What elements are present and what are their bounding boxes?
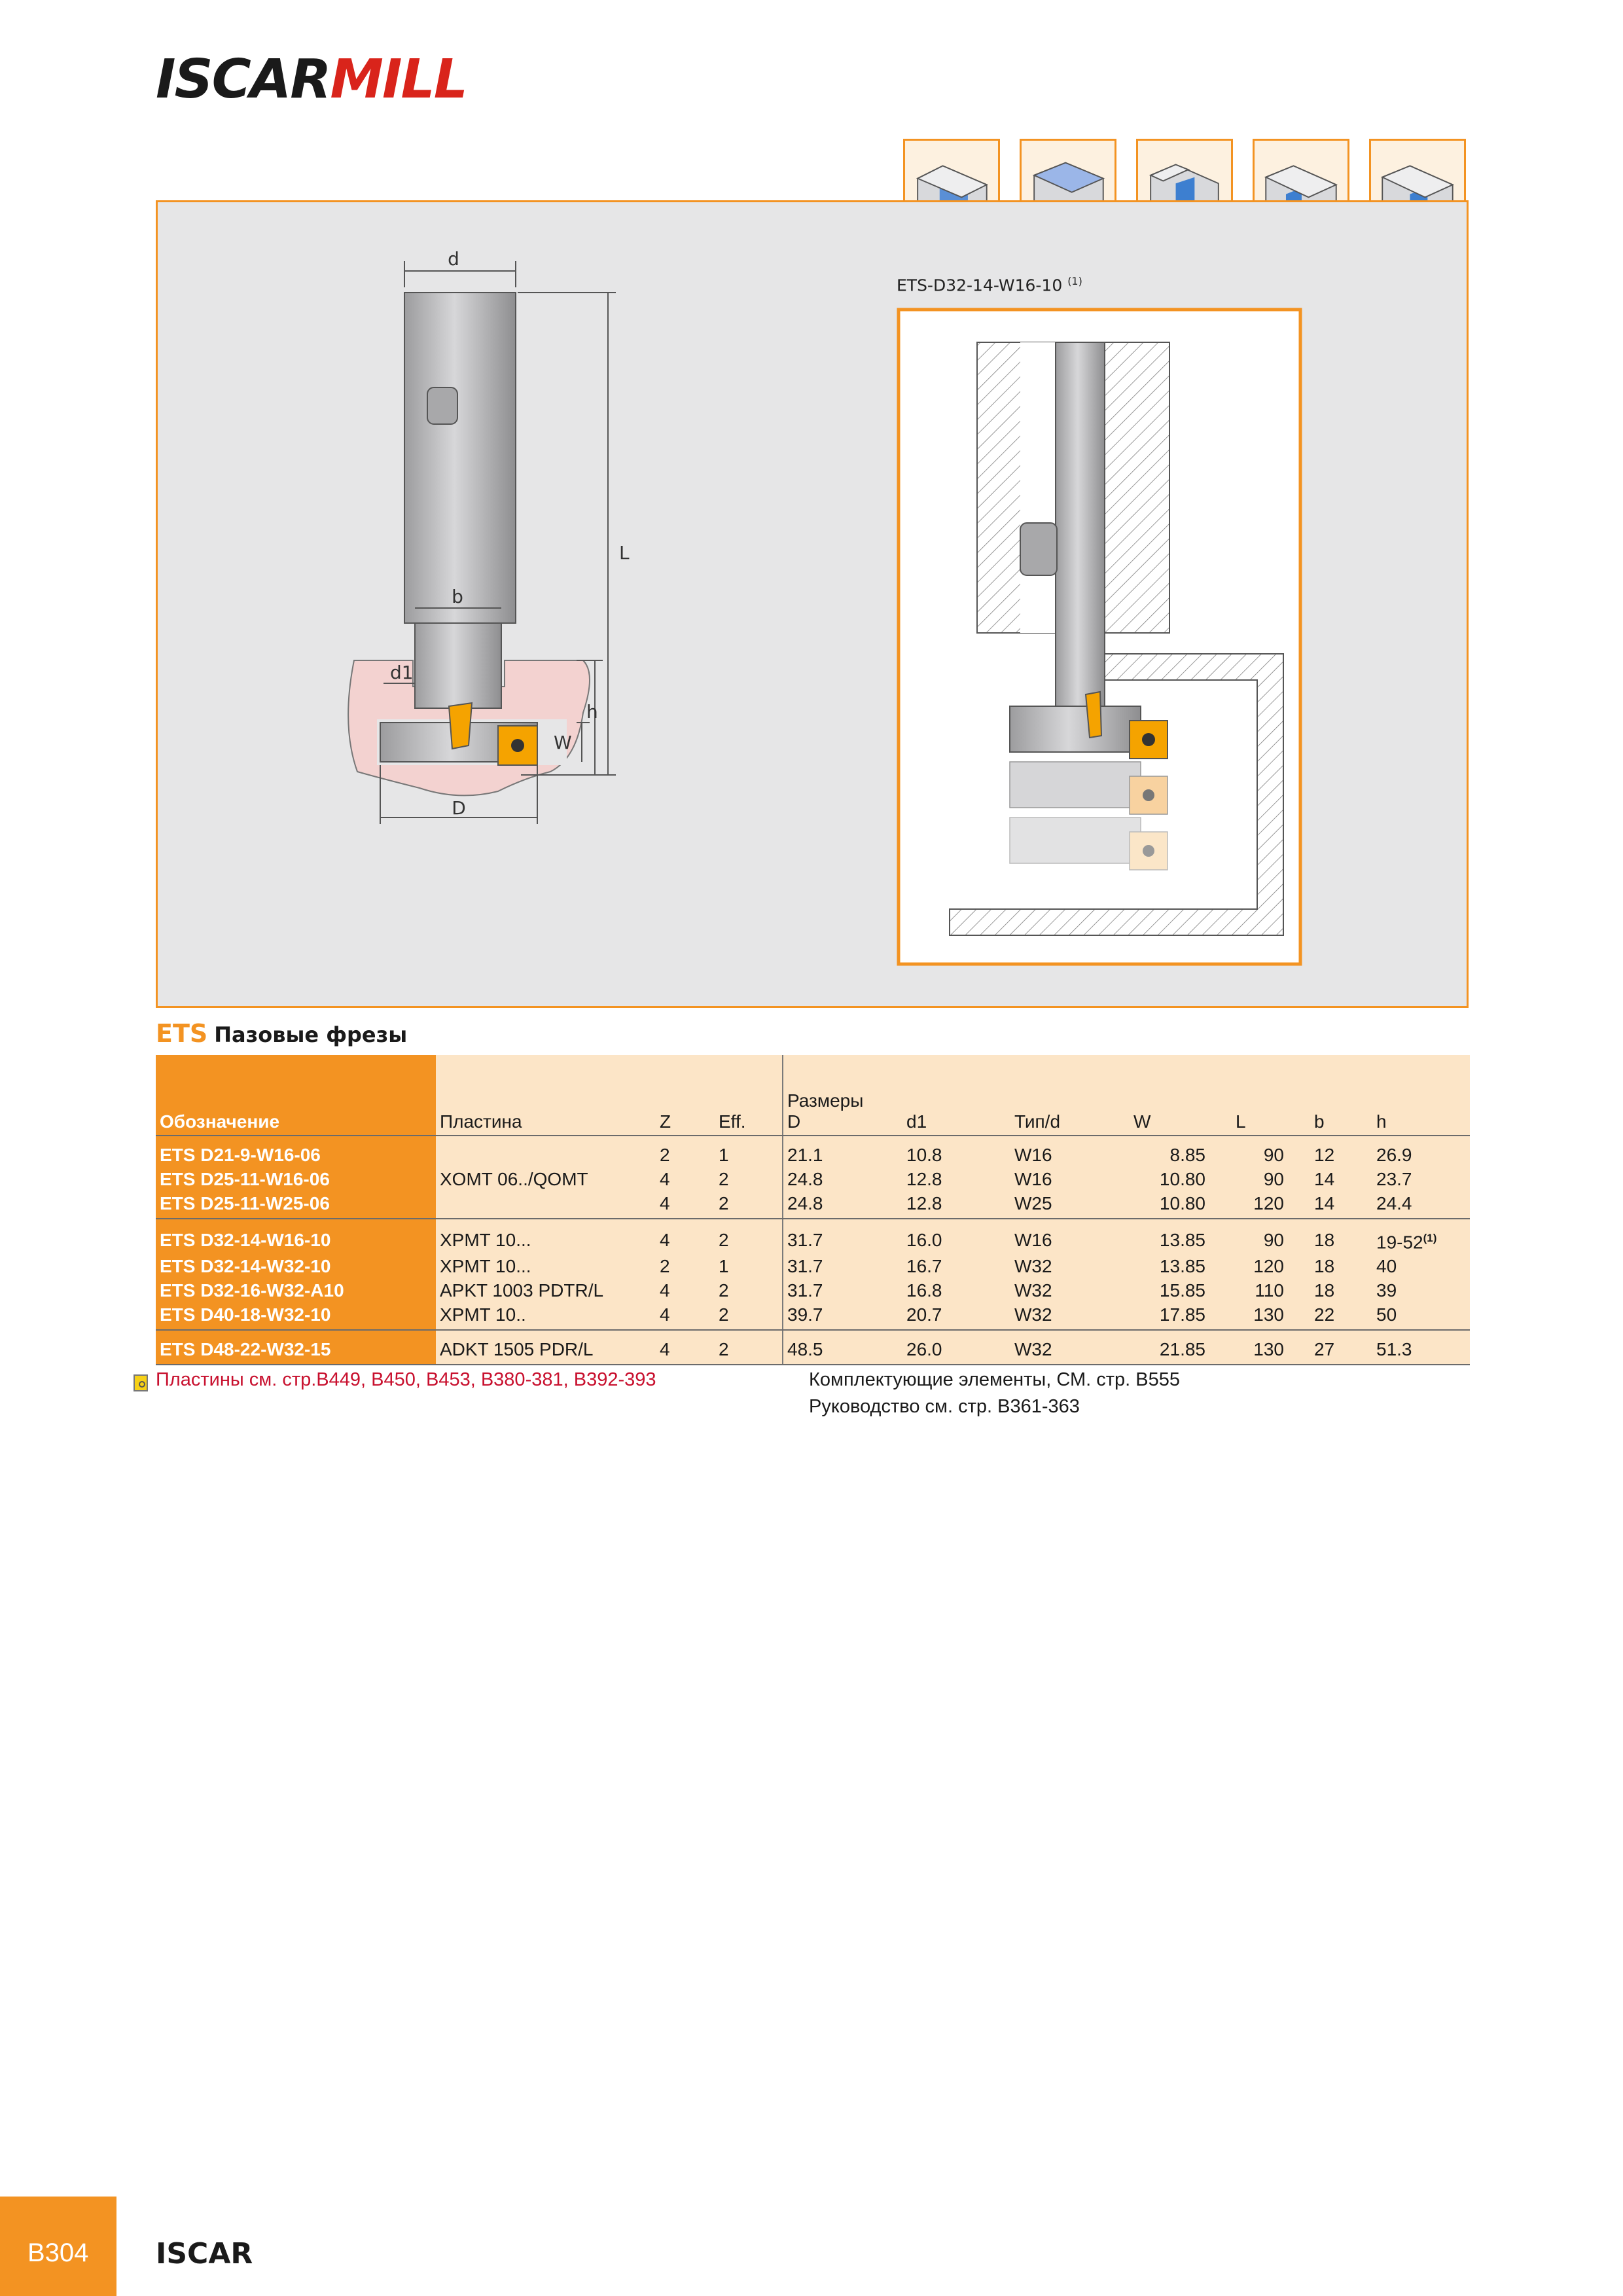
header-L: L xyxy=(1232,1055,1310,1136)
dim-label-d1: d1 xyxy=(390,662,414,683)
table-row: ETS D32-16-W32-A10 APKT 1003 PDTR/L 4 2 31.7 16.8 W32 15.85 110 18 39 xyxy=(156,1278,1470,1302)
header-eff: Eff. xyxy=(715,1055,783,1136)
dim-label-h: h xyxy=(586,701,598,723)
inserts-reference-link[interactable]: Пластины см. стр.B449, B450, B453, B380-381, B392-393 xyxy=(156,1369,656,1390)
section-code: ETS xyxy=(156,1019,208,1048)
product-table xyxy=(156,1055,1470,1365)
table-row: ETS D32-14-W32-10 XPMT 10... 2 1 31.7 16.7 W32 13.85 120 18 40 xyxy=(156,1254,1470,1278)
footnote-marker: (1) xyxy=(1423,1232,1437,1244)
table-row: ETS D48-22-W32-15 ADKT 1505 PDR/L 4 2 48.5 26.0 W32 21.85 130 27 51.3 xyxy=(156,1330,1470,1365)
diagram-panel xyxy=(156,200,1469,1008)
detail-caption: ETS-D32-14-W16-10 $^{(1)}$ xyxy=(897,275,1082,295)
dim-label-L: L xyxy=(619,542,630,564)
table-row: ETS D25-11-W25-06 4 2 24.8 12.8 W25 10.80 120 14 24.4 xyxy=(156,1191,1470,1219)
section-title xyxy=(156,1019,407,1048)
footer-brand: ISCAR xyxy=(156,2237,253,2270)
header-h: h xyxy=(1372,1055,1470,1136)
iscarmill-logo: ISCARMILL xyxy=(156,48,467,111)
cutter-dimension-drawing xyxy=(158,202,1467,1006)
header-b: b xyxy=(1310,1055,1372,1136)
header-insert: Пластина xyxy=(436,1055,656,1136)
dim-label-W: W xyxy=(554,732,572,753)
dim-label-b: b xyxy=(452,586,463,607)
section-title-text: Пазовые фрезы xyxy=(214,1022,408,1047)
header-z: Z xyxy=(656,1055,715,1136)
dim-label-D: D xyxy=(452,797,466,819)
insert-icon xyxy=(134,1374,148,1391)
table-row: ETS D21-9-W16-06 2 1 21.1 10.8 W16 8.85 90 12 26.9 xyxy=(156,1136,1470,1167)
header-W: W xyxy=(1130,1055,1232,1136)
table-row: ETS D32-14-W16-10 XPMT 10... 4 2 31.7 16.0 W16 13.85 90 18 19-52$^{(1)}$ xyxy=(156,1219,1470,1254)
guide-reference: Руководство см. стр. B361-363 xyxy=(809,1396,1080,1417)
header-dimensions: Размеры xyxy=(787,1090,864,1111)
header-type: Тип/d xyxy=(1010,1055,1130,1136)
table-row: ETS D40-18-W32-10 XPMT 10.. 4 2 39.7 20.7 W32 17.85 130 22 50 xyxy=(156,1302,1470,1330)
dim-label-d: d xyxy=(448,248,459,270)
page-number: B304 xyxy=(27,2238,89,2267)
header-D: Размеры D xyxy=(783,1055,902,1136)
header-d1: d1 xyxy=(902,1055,1010,1136)
table-row: ETS D25-11-W16-06 XOMT 06../QOMT 4 2 24.8 12.8 W16 10.80 90 14 23.7 xyxy=(156,1167,1470,1191)
header-designation: Обозначение xyxy=(156,1055,436,1136)
components-reference: Комплектующие элементы, СМ. стр. B555 xyxy=(809,1369,1181,1390)
